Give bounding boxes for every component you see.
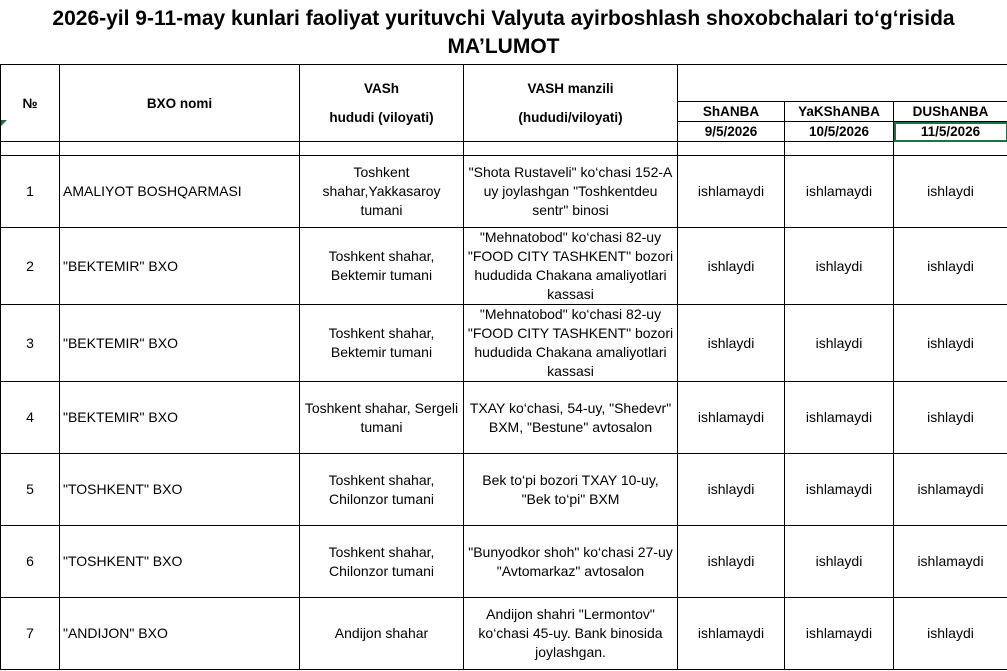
cell-status-sunday[interactable]: ishlamaydi xyxy=(785,454,894,526)
header-day-monday[interactable]: DUShANBA xyxy=(894,102,1007,122)
header-row xyxy=(1,65,1007,102)
spacer-cell[interactable] xyxy=(1,142,60,156)
header-date-monday-selected[interactable]: 11/5/2026 xyxy=(894,122,1007,142)
header-vash-region[interactable] xyxy=(300,65,464,142)
header-vash-label: VASh xyxy=(363,81,399,96)
cell-status-sunday[interactable]: ishlamaydi xyxy=(785,156,894,228)
cell-region[interactable]: Toshkent shahar, Chilonzor tumani xyxy=(300,454,464,526)
cell-status-saturday[interactable]: ishlamaydi xyxy=(678,382,785,454)
cell-region[interactable]: Toshkent shahar, Chilonzor tumani xyxy=(300,526,464,598)
spacer-row xyxy=(1,142,1007,156)
header-address-label: VASH manzili xyxy=(527,81,614,96)
cell-bxo-name[interactable]: "TOSHKENT" BXO xyxy=(60,454,300,526)
cell-number[interactable]: 1 xyxy=(1,156,60,228)
header-date-sunday[interactable]: 10/5/2026 xyxy=(785,122,894,142)
table-row xyxy=(1,526,1007,598)
cell-region[interactable]: Toshkent shahar,Yakkasaroy tumani xyxy=(300,156,464,228)
cell-status-saturday[interactable]: ishlamaydi xyxy=(678,598,785,670)
spacer-cell[interactable] xyxy=(785,142,894,156)
cell-status-sunday[interactable]: ishlamaydi xyxy=(785,598,894,670)
title-line-1: 2026-yil 9-11-may kunlari faoliyat yurituvchi Valyuta ayirboshlash shoxobchalari to‘g‘risida xyxy=(52,7,955,30)
cell-bxo-name[interactable]: "TOSHKENT" BXO xyxy=(60,526,300,598)
header-vash-address[interactable] xyxy=(464,65,678,142)
cell-status-saturday[interactable]: ishlaydi xyxy=(678,305,785,382)
spacer-cell[interactable] xyxy=(894,142,1007,156)
cell-status-sunday[interactable]: ishlaydi xyxy=(785,228,894,305)
document-title xyxy=(0,0,1007,64)
cell-bxo-name[interactable]: "BEKTEMIR" BXO xyxy=(60,228,300,305)
spacer-cell[interactable] xyxy=(678,142,785,156)
cell-status-monday[interactable]: ishlaydi xyxy=(894,228,1007,305)
spacer-cell[interactable] xyxy=(300,142,464,156)
cell-address[interactable]: "Mehnatobod" ko‘chasi 82-uy "FOOD CITY TASHKENT" bozori hududida Chakana amaliyotlari kassasi xyxy=(464,305,678,382)
header-number[interactable]: № xyxy=(1,65,60,142)
cell-region[interactable]: Toshkent shahar, Bektemir tumani xyxy=(300,305,464,382)
cell-number[interactable]: 5 xyxy=(1,454,60,526)
cell-address[interactable]: "Shota Rustaveli" ko‘chasi 152-A uy joylashgan "Toshkentdeu sentr" binosi xyxy=(464,156,678,228)
cell-bxo-name[interactable]: "BEKTEMIR" BXO xyxy=(60,305,300,382)
cell-region[interactable]: Toshkent shahar, Bektemir tumani xyxy=(300,228,464,305)
spacer-cell[interactable] xyxy=(60,142,300,156)
table-row xyxy=(1,305,1007,382)
cell-status-sunday[interactable]: ishlaydi xyxy=(785,526,894,598)
cell-bxo-name[interactable]: "BEKTEMIR" BXO xyxy=(60,382,300,454)
cell-status-saturday[interactable]: ishlaydi xyxy=(678,526,785,598)
cell-number[interactable]: 3 xyxy=(1,305,60,382)
cell-number[interactable]: 6 xyxy=(1,526,60,598)
cell-number[interactable]: 7 xyxy=(1,598,60,670)
spacer-cell[interactable] xyxy=(464,142,678,156)
cell-region[interactable]: Toshkent shahar, Sergeli tumani xyxy=(300,382,464,454)
header-day-sunday[interactable]: YaKShANBA xyxy=(785,102,894,122)
header-date-saturday[interactable]: 9/5/2026 xyxy=(678,122,785,142)
cell-status-monday[interactable]: ishlaydi xyxy=(894,156,1007,228)
table-row xyxy=(1,454,1007,526)
cell-status-sunday[interactable]: ishlamaydi xyxy=(785,382,894,454)
table-row xyxy=(1,598,1007,670)
header-vash-sublabel: hududi (viloyati) xyxy=(329,110,434,125)
table-row xyxy=(1,156,1007,228)
cell-bxo-name[interactable]: AMALIYOT BOSHQARMASI xyxy=(60,156,300,228)
cell-region[interactable]: Andijon shahar xyxy=(300,598,464,670)
cell-status-monday[interactable]: ishlamaydi xyxy=(894,454,1007,526)
exchange-points-table xyxy=(0,64,1007,670)
cell-status-saturday[interactable]: ishlamaydi xyxy=(678,156,785,228)
header-day-saturday[interactable]: ShANBA xyxy=(678,102,785,122)
cell-status-saturday[interactable]: ishlaydi xyxy=(678,228,785,305)
header-days-group[interactable] xyxy=(678,65,1007,102)
cell-address[interactable]: TXAY ko‘chasi, 54-uy, "Shedevr" BXM, "Bestune" avtosalon xyxy=(464,382,678,454)
cell-status-sunday[interactable]: ishlaydi xyxy=(785,305,894,382)
title-line-2: MA’LUMOT xyxy=(447,35,560,58)
cell-status-monday[interactable]: ishlaydi xyxy=(894,305,1007,382)
cell-status-saturday[interactable]: ishlaydi xyxy=(678,454,785,526)
cell-address[interactable]: "Mehnatobod" ko‘chasi 82-uy "FOOD CITY TASHKENT" bozori hududida Chakana amaliyotlari kassasi xyxy=(464,228,678,305)
cell-status-monday[interactable]: ishlaydi xyxy=(894,598,1007,670)
cell-bxo-name[interactable]: "ANDIJON" BXO xyxy=(60,598,300,670)
table-row xyxy=(1,382,1007,454)
cell-number[interactable]: 2 xyxy=(1,228,60,305)
cell-number[interactable]: 4 xyxy=(1,382,60,454)
cell-status-monday[interactable]: ishlamaydi xyxy=(894,526,1007,598)
cell-address[interactable]: Andijon shahri "Lermontov" ko‘chasi 45-uy. Bank binosida joylashgan. xyxy=(464,598,678,670)
header-bxo-name[interactable]: BXO nomi xyxy=(60,65,300,142)
table-row xyxy=(1,228,1007,305)
cell-status-monday[interactable]: ishlaydi xyxy=(894,382,1007,454)
cell-address[interactable]: Bek to‘pi bozori TXAY 10-uy, "Bek to‘pi" BXM xyxy=(464,454,678,526)
cell-address[interactable]: "Bunyodkor shoh" ko‘chasi 27-uy "Avtomarkaz" avtosalon xyxy=(464,526,678,598)
header-address-sublabel: (hududi/viloyati) xyxy=(518,110,623,125)
